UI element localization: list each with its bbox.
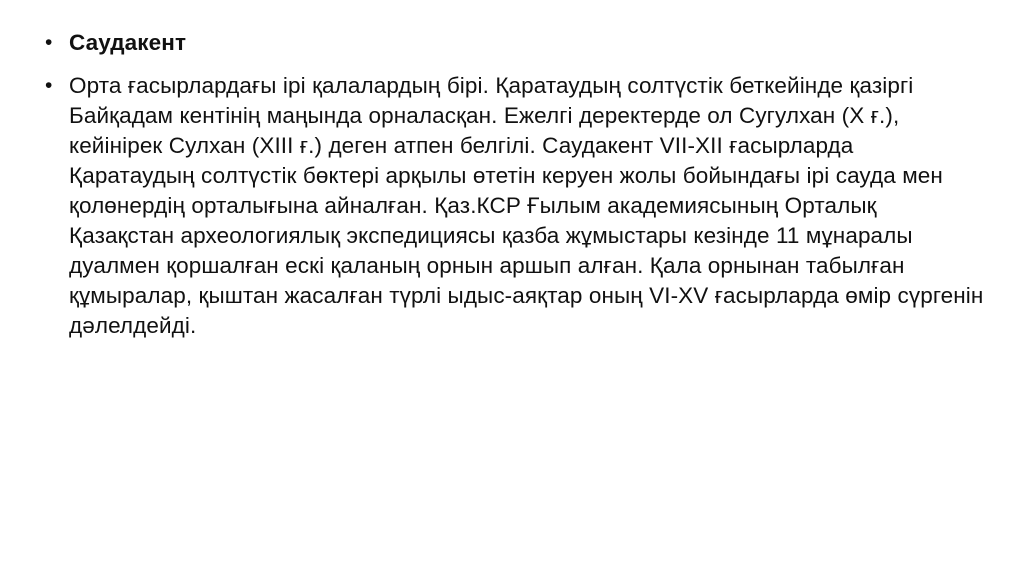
slide-heading: Саудакент	[69, 30, 187, 55]
bullet-item-description	[45, 71, 985, 341]
bullet-item-title	[45, 28, 985, 58]
bullet-marker: •	[45, 74, 53, 97]
bullet-list	[45, 28, 985, 354]
bullet-marker: •	[45, 31, 53, 54]
description-paragraph: Орта ғасырлардағы ірі қалалардың бірі. Қаратаудың солтүстік беткейінде қазіргі Байқадам кентінің маңында орналасқан. Ежелгі деректерде ол Сугулхан (X ғ.), кейінірек Сулхан (XIII ғ.) деген атпен белгілі. Саудакент VII-XII ғасырларда Қаратаудың солтүстік бөктері арқылы өтетін керуен жолы бойындағы ірі сауда мен қолөнердің орталығына айналған. Қаз.КСР Ғылым академиясының Орталық Қазақстан археологиялық экспедициясы қазба жұмыстары кезінде 11 мұнаралы дуалмен қоршалған ескі қаланың орнын аршып алған. Қала орнынан табылған құмыралар, қыштан жасалған түрлі ыдыс-аяқтар оның VI-XV ғасырларда өмір сүргенін дәлелдейді.	[69, 73, 984, 338]
